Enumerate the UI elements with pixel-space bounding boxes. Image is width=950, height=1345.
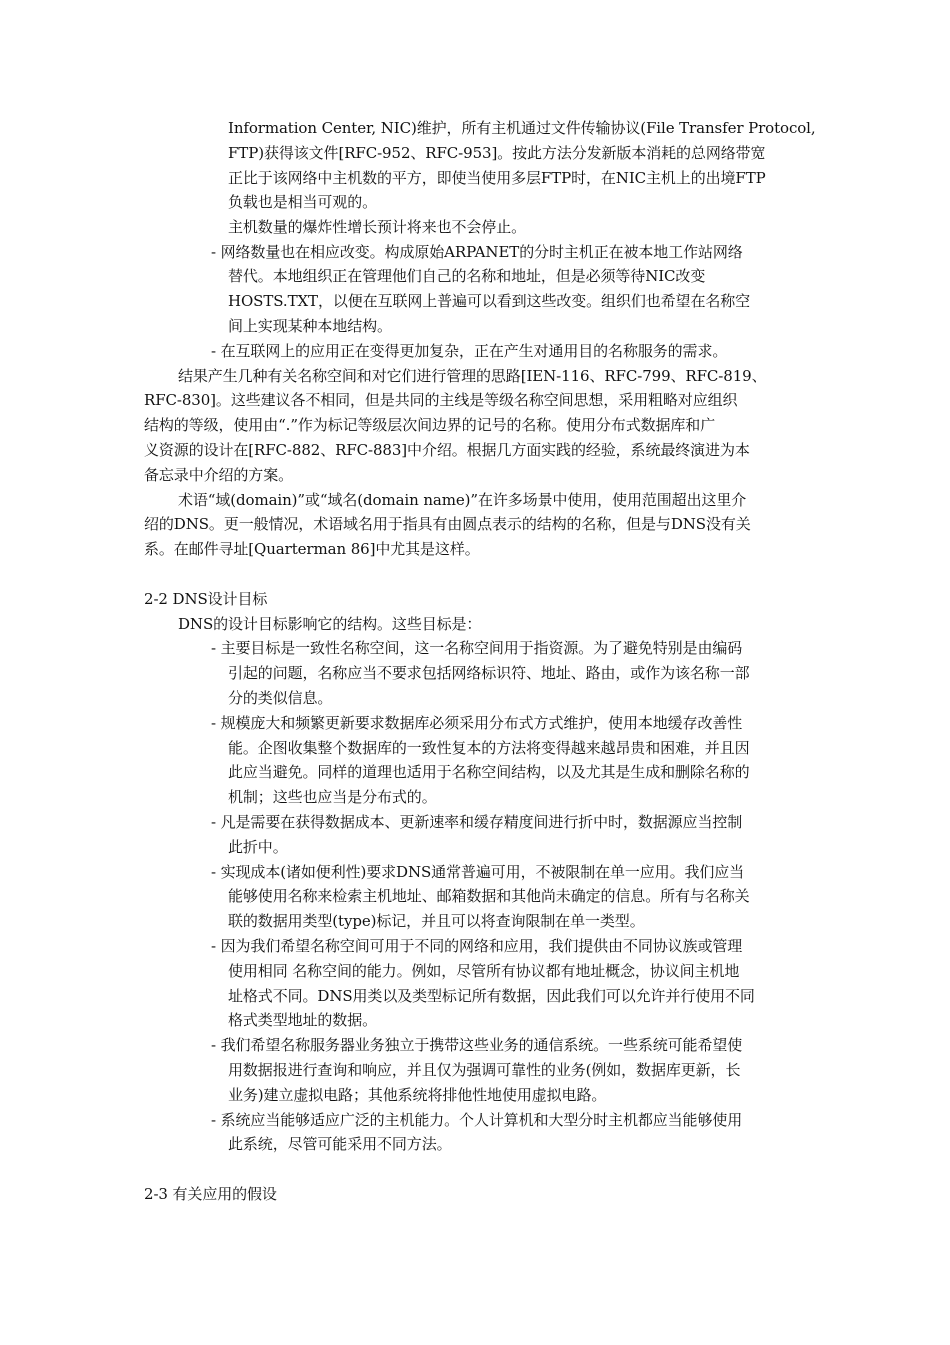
text-line: FTP)获得该文件[RFC-952、RFC-953]。按此方法分发新版本消耗的总网络带宽 <box>228 144 766 162</box>
text-line: 业务)建立虚拟电路；其他系统将排他性地使用虚拟电路。 <box>228 1086 607 1104</box>
text-line: 使用相同 名称空间的能力。例如，尽管所有协议都有地址概念，协议间主机地 <box>228 962 740 980</box>
bullet-item: - 在互联网上的应用正在变得更加复杂，正在产生对通用目的名称服务的需求。 <box>211 342 728 360</box>
paragraph-line: 结构的等级，使用由“.”作为标记等级层次间边界的记号的名称。使用分布式数据库和广 <box>144 416 716 434</box>
section-heading: 2-2 DNS设计目标 <box>144 590 268 608</box>
text-line: HOSTS.TXT，以便在互联网上普遍可以看到这些改变。组织们也希望在名称空 <box>228 292 751 310</box>
text-line: 此应当避免。同样的道理也适用于名称空间结构，以及尤其是生成和删除名称的 <box>228 763 750 781</box>
bullet-item: - 规模庞大和频繁更新要求数据库必须采用分布式方式维护，使用本地缓存改善性 <box>211 714 743 732</box>
paragraph-line: 术语“域(domain)”或“域名(domain name)”在许多场景中使用，使用范围超出这里介 <box>178 491 747 509</box>
bullet-item: - 凡是需要在获得数据成本、更新速率和缓存精度间进行折中时，数据源应当控制 <box>211 813 743 831</box>
section-heading: 2-3 有关应用的假设 <box>144 1185 277 1203</box>
text-line: 负载也是相当可观的。 <box>228 193 378 211</box>
paragraph-line: RFC-830]。这些建议各不相同，但是共同的主线是等级名称空间思想，采用粗略对应组织 <box>144 391 738 409</box>
text-line: 主机数量的爆炸性增长预计将来也不会停止。 <box>228 218 527 236</box>
text-line: 能够使用名称来检索主机地址、邮箱数据和其他尚未确定的信息。所有与名称关 <box>228 887 750 905</box>
text-line: 替代。本地组织正在管理他们自己的名称和地址，但是必须等待NIC改变 <box>228 267 706 285</box>
text-line: 正比于该网络中主机数的平方，即使当使用多层FTP时，在NIC主机上的出境FTP <box>228 169 766 187</box>
text-line: Information Center, NIC)维护，所有主机通过文件传输协议(File Transfer Protocol, <box>228 119 816 137</box>
text-line: 联的数据用类型(type)标记，并且可以将查询限制在单一类型。 <box>228 912 645 930</box>
text-line: 机制；这些也应当是分布式的。 <box>228 788 437 806</box>
paragraph-line: 义资源的设计在[RFC-882、RFC-883]中介绍。根据几方面实践的经验，系统最终演进为本 <box>144 441 750 459</box>
bullet-item: - 网络数量也在相应改变。构成原始ARPANET的分时主机正在被本地工作站网络 <box>211 243 743 261</box>
bullet-item: - 系统应当能够适应广泛的主机能力。个人计算机和大型分时主机都应当能够使用 <box>211 1111 743 1129</box>
paragraph-line: DNS的设计目标影响它的结构。这些目标是： <box>178 615 482 633</box>
bullet-item: - 我们希望名称服务器业务独立于携带这些业务的通信系统。一些系统可能希望使 <box>211 1036 743 1054</box>
bullet-item: - 实现成本(诸如便利性)要求DNS通常普遍可用，不被限制在单一应用。我们应当 <box>211 863 745 881</box>
paragraph-line: 绍的DNS。更一般情况，术语域名用于指具有由圆点表示的结构的名称，但是与DNS没有关 <box>144 515 751 533</box>
text-line: 引起的问题，名称应当不要求包括网络标识符、地址、路由，或作为该名称一部 <box>228 664 750 682</box>
text-line: 此系统，尽管可能采用不同方法。 <box>228 1135 452 1153</box>
text-line: 间上实现某种本地结构。 <box>228 317 392 335</box>
text-line: 分的类似信息。 <box>228 689 333 707</box>
paragraph-line: 系。在邮件寻址[Quarterman 86]中尤其是这样。 <box>144 540 480 558</box>
text-line: 用数据报进行查询和响应，并且仅为强调可靠性的业务(例如，数据库更新，长 <box>228 1061 741 1079</box>
text-line: 址格式不同。DNS用类以及类型标记所有数据，因此我们可以允许并行使用不同 <box>228 987 755 1005</box>
paragraph-line: 结果产生几种有关名称空间和对它们进行管理的思路[IEN-116、RFC-799、RFC-819、 <box>178 367 767 385</box>
text-line: 格式类型地址的数据。 <box>228 1011 378 1029</box>
paragraph-line: 备忘录中介绍的方案。 <box>144 466 294 484</box>
bullet-item: - 主要目标是一致性名称空间，这一名称空间用于指资源。为了避免特别是由编码 <box>211 639 743 657</box>
text-line: 此折中。 <box>228 838 288 856</box>
text-line: 能。企图收集整个数据库的一致性复本的方法将变得越来越昂贵和困难，并且因 <box>228 739 750 757</box>
bullet-item: - 因为我们希望名称空间可用于不同的网络和应用，我们提供由不同协议族或管理 <box>211 937 743 955</box>
